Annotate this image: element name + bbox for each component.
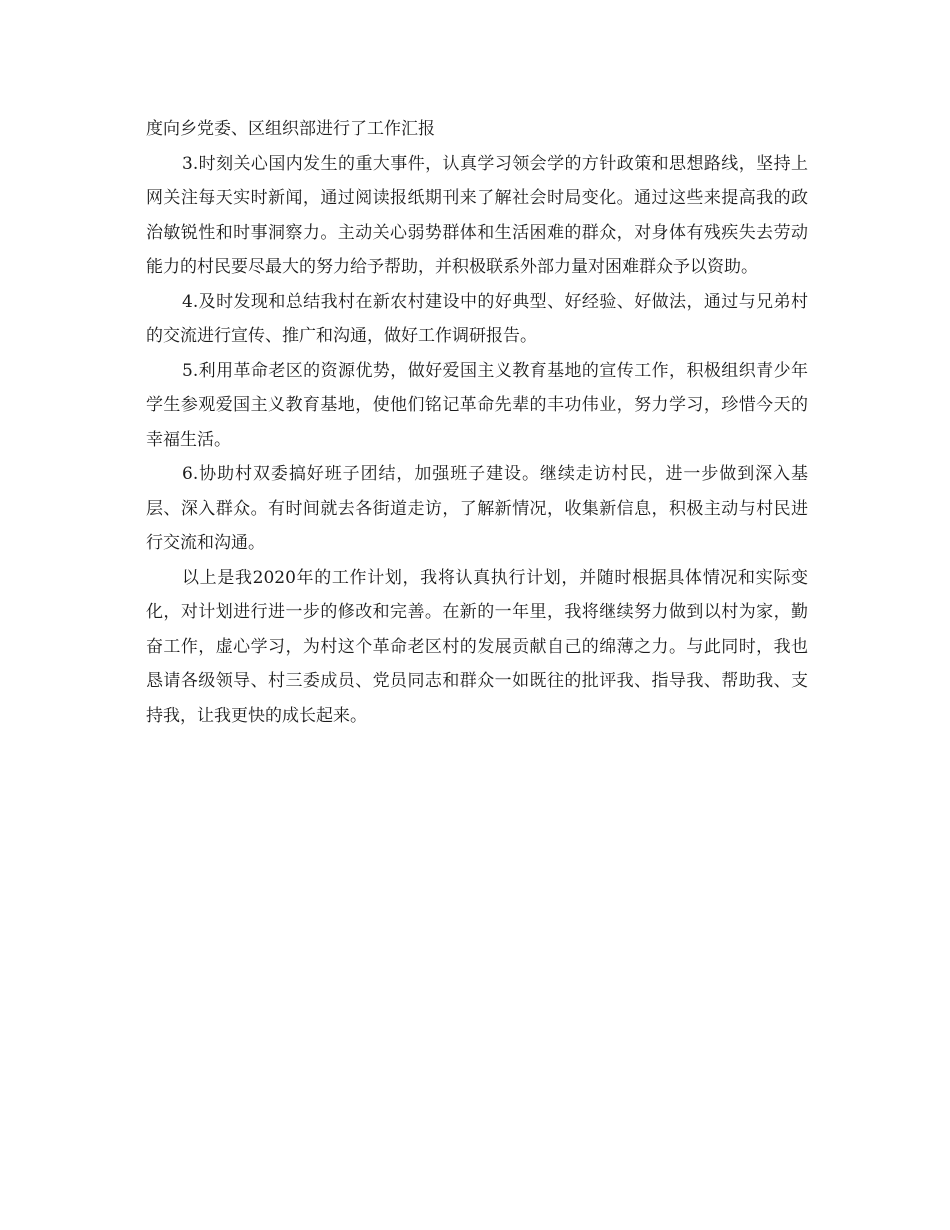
paragraph-item-4: 4.及时发现和总结我村在新农村建设中的好典型、好经验、好做法，通过与兄弟村的交流进行宣传、推广和沟通，做好工作调研报告。 [146,291,808,346]
paragraph-conclusion: 以上是我2020年的工作计划，我将认真执行计划，并随时根据具体情况和实际变化，对计划进行进一步的修改和完善。在新的一年里，我将继续努力做到以村为家，勤奋工作，虚心学习，为村这个革命老区村的发展贡献自己的绵薄之力。与此同时，我也恳请各级领导、村三委成员、党员同志和群众一如既往的批评我、指导我、帮助我、支持我，让我更快的成长起来。 [146,567,808,726]
paragraph-continuation: 度向乡党委、区组织部进行了工作汇报 [146,119,435,139]
document-body [146,112,808,733]
paragraph-item-5: 5.利用革命老区的资源优势，做好爱国主义教育基地的宣传工作，积极组织青少年学生参观爱国主义教育基地，使他们铭记革命先辈的丰功伟业，努力学习，珍惜今天的幸福生活。 [146,360,808,450]
paragraph-item-6: 6.协助村双委搞好班子团结，加强班子建设。继续走访村民，进一步做到深入基层、深入群众。有时间就去各街道走访，了解新情况，收集新信息，积极主动与村民进行交流和沟通。 [146,464,808,553]
paragraph-item-3: 3.时刻关心国内发生的重大事件，认真学习领会学的方针政策和思想路线，坚持上网关注每天实时新闻，通过阅读报纸期刊来了解社会时局变化。通过这些来提高我的政治敏锐性和时事洞察力。主动关心弱势群体和生活困难的群众，对身体有残疾失去劳动能力的村民要尽最大的努力给予帮助，并积极联系外部力量对困难群众予以资助。 [146,153,808,277]
